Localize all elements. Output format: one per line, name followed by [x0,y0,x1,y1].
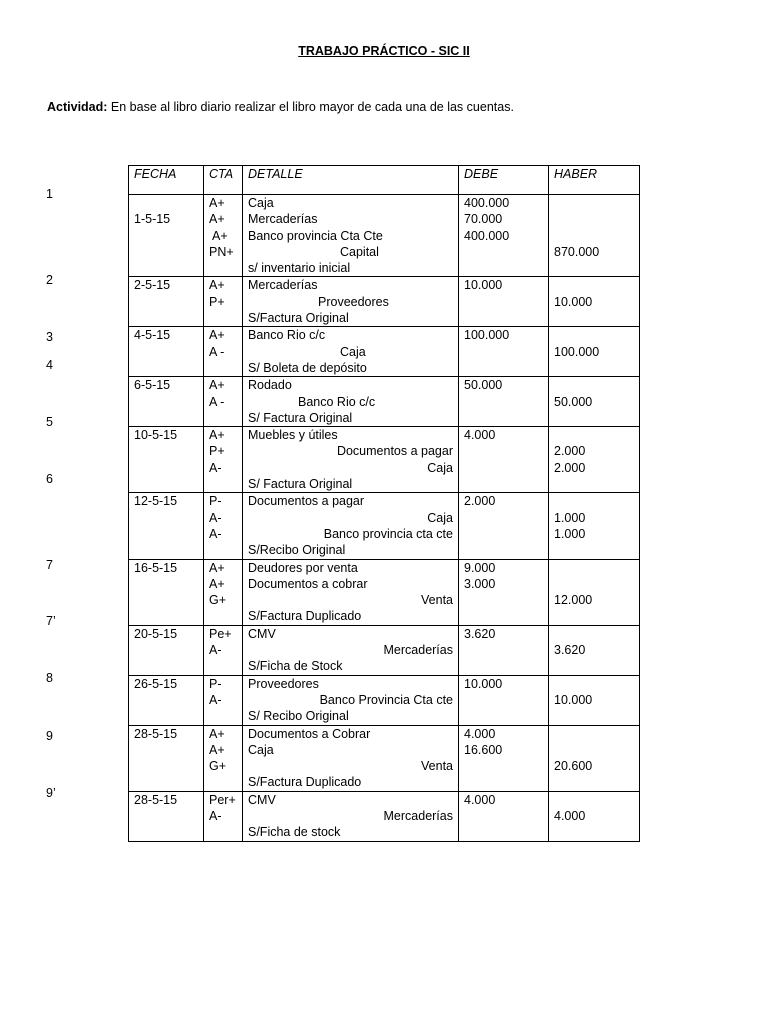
cell-line: P- [209,494,222,509]
cell-line: 4.000 [554,808,586,823]
cell-line [464,360,543,376]
cell-line [554,658,634,674]
cell-line [464,310,543,326]
cell-line [464,510,543,526]
cell-line [554,493,634,509]
debe-cell [459,377,549,427]
cell-line: 10.000 [554,692,593,707]
cell-line: Venta [421,593,453,608]
haber-cell [549,327,640,377]
cell-line: 1.000 [554,526,586,541]
cell-line: 10.000 [464,676,503,691]
cell-line [464,394,543,410]
cell-line [464,410,543,426]
journal-entry-row [129,195,640,277]
cell-line: Venta [421,759,453,774]
cell-line [554,560,634,576]
cell-line [464,244,543,260]
detalle-cell [243,493,459,559]
cell-line: S/ Factura Original [248,477,353,492]
cell-line: Caja [340,344,366,359]
header-cta: CTA [204,166,243,195]
journal-entry-row [129,559,640,625]
cell-line [464,526,543,542]
fecha-cell [129,791,204,841]
activity-text: En base al libro diario realizar el libro mayor de cada una de las cuentas. [107,100,514,114]
cta-cell [204,625,243,675]
cell-line: 16.600 [464,742,503,757]
cta-cell [204,377,243,427]
cell-line [554,576,634,592]
cta-cell [204,725,243,791]
detalle-cell [243,195,459,277]
cell-line: A+ [209,726,225,741]
cell-line: 3.000 [464,576,496,591]
journal-entry-row [129,327,640,377]
cell-line [554,676,634,692]
cell-line [554,228,634,244]
cell-line [464,542,543,558]
journal-table [128,165,640,842]
cell-line: 2.000 [554,460,586,475]
cell-line: Caja [248,742,274,757]
cell-line: Banco provincia Cta Cte [248,228,383,243]
detalle-cell [243,675,459,725]
cell-line [464,294,543,310]
entry-number: 7 [46,558,53,572]
journal-entry-row [129,625,640,675]
journal-entry-row [129,277,640,327]
cell-line [554,377,634,393]
cell-line: 100.000 [554,344,600,359]
cell-line [464,692,543,708]
cell-line [554,626,634,642]
detalle-cell [243,427,459,493]
journal-entry-row [129,427,640,493]
detalle-cell [243,377,459,427]
cell-line: P+ [209,444,225,459]
cell-line [554,542,634,558]
cell-line [464,476,543,492]
cell-line: s/ inventario inicial [248,261,351,276]
cell-line: 400.000 [464,196,510,210]
cell-line: 16-5-15 [134,560,178,575]
debe-cell [459,625,549,675]
haber-cell [549,427,640,493]
cell-line [209,260,237,276]
cell-line: Caja [248,196,274,210]
header-haber: HABER [549,166,640,195]
cell-line [554,211,634,227]
cell-line: 20-5-15 [134,626,178,641]
cell-line: A- [209,460,222,475]
entry-number: 4 [46,358,53,372]
cell-line: S/Recibo Original [248,543,346,558]
entry-number: 5 [46,415,53,429]
cell-line: G+ [209,593,227,608]
cell-line: A+ [209,560,225,575]
entry-number: 8 [46,671,53,685]
cell-line: 4.000 [464,726,496,741]
cell-line [209,708,237,724]
cell-line: CMV [248,626,276,641]
cell-line: Pe+ [209,626,232,641]
cell-line [464,443,543,459]
fecha-cell [129,377,204,427]
cell-line: Proveedores [318,294,389,309]
cell-line [209,824,237,840]
cell-line: A+ [209,328,225,343]
cell-line: Muebles y útiles [248,428,338,443]
cell-line: 400.000 [464,228,510,243]
cell-line: Documentos a cobrar [248,576,368,591]
cta-cell [204,277,243,327]
cell-line: CMV [248,792,276,807]
cell-line: 10-5-15 [134,428,178,443]
cell-line: Proveedores [248,676,319,691]
journal-entry-row [129,791,640,841]
cell-line: Rodado [248,378,292,393]
cell-line: 12-5-15 [134,494,178,509]
cell-line [464,758,543,774]
haber-cell [549,791,640,841]
cell-line: S/Factura Original [248,311,349,326]
debe-cell [459,427,549,493]
cell-line: 28-5-15 [134,792,178,807]
detalle-cell [243,791,459,841]
haber-cell [549,559,640,625]
cell-line [209,774,237,790]
cell-line: Mercaderías [248,212,318,227]
cell-line: Caja [427,510,453,525]
cell-line: 70.000 [464,212,503,227]
cell-line [554,310,634,326]
cta-cell [204,427,243,493]
detalle-cell [243,327,459,377]
cell-line: PN+ [209,244,234,259]
cell-line [209,360,237,376]
haber-cell [549,675,640,725]
cell-line: Documentos a pagar [248,494,365,509]
cta-cell [204,327,243,377]
cell-line: A- [209,510,222,525]
debe-cell [459,327,549,377]
fecha-cell [129,725,204,791]
cell-line: S/Factura Duplicado [248,609,362,624]
cell-line: P+ [209,294,225,309]
cell-line [554,260,634,276]
cta-cell [204,791,243,841]
cell-line: Capital [340,244,379,259]
cell-line: A+ [209,576,225,591]
debe-cell [459,791,549,841]
table-header-row [129,166,640,195]
cell-line [554,327,634,343]
cell-line: 870.000 [554,244,600,259]
detalle-cell [243,559,459,625]
fecha-cell [129,195,204,277]
cell-line: 50.000 [554,394,593,409]
haber-cell [549,277,640,327]
fecha-cell [129,277,204,327]
detalle-cell [243,277,459,327]
haber-cell [549,493,640,559]
cell-line: 12.000 [554,593,593,608]
cell-line: S/ Factura Original [248,410,353,425]
cell-line: 4-5-15 [134,328,171,343]
journal-entry-row [129,675,640,725]
cell-line: 100.000 [464,328,510,343]
entry-number: 9 [46,729,53,743]
cell-line [464,344,543,360]
cell-line: A+ [212,228,228,243]
entry-number: 6 [46,472,53,486]
cell-line: P- [209,676,222,691]
cta-cell [204,493,243,559]
debe-cell [459,559,549,625]
cell-line: A- [209,526,222,541]
activity-instruction [47,100,514,114]
cell-line [464,260,543,276]
cell-line: Banco Provincia Cta cte [319,692,453,707]
cell-line: 2-5-15 [134,278,171,293]
cell-line [554,427,634,443]
cell-line [554,360,634,376]
cell-line: 26-5-15 [134,676,178,691]
cell-line: 20.600 [554,759,593,774]
cell-line: S/Ficha de stock [248,825,341,840]
debe-cell [459,725,549,791]
cell-line: Banco Rio c/c [248,328,326,343]
cell-line: Banco provincia cta cte [323,526,453,541]
cell-line: 4.000 [464,428,496,443]
entry-number: 2 [46,273,53,287]
cell-line [464,592,543,608]
cell-line: Documentos a Cobrar [248,726,371,741]
cell-line: G+ [209,759,227,774]
cta-cell [204,195,243,277]
fecha-cell [129,327,204,377]
cell-line [554,708,634,724]
debe-cell [459,277,549,327]
cell-line: Mercaderías [383,808,453,823]
cell-line [134,195,198,211]
cell-line [554,410,634,426]
cell-line: A+ [209,212,225,227]
cell-line [464,460,543,476]
detalle-cell [243,625,459,675]
cell-line: Documentos a pagar [336,444,453,459]
cell-line [464,658,543,674]
cell-line: 4.000 [464,792,496,807]
haber-cell [549,377,640,427]
cell-line: 2.000 [464,494,496,509]
entry-number: 7’ [46,614,56,628]
document-title: TRABAJO PRÁCTICO - SIC II [298,44,470,58]
cell-line: 10.000 [464,278,503,293]
haber-cell [549,195,640,277]
cell-line: 3.620 [554,643,586,658]
header-debe: DEBE [459,166,549,195]
cell-line: Caja [427,460,453,475]
detalle-cell [243,725,459,791]
cell-line: S/ Recibo Original [248,709,349,724]
cell-line: 9.000 [464,560,496,575]
entry-number: 9’ [46,786,56,800]
cell-line [554,608,634,624]
cell-line [554,792,634,808]
fecha-cell [129,675,204,725]
cell-line [554,277,634,293]
cell-line: S/Ficha de Stock [248,659,343,674]
journal-entry-row [129,377,640,427]
cell-line [209,658,237,674]
cell-line [554,726,634,742]
cell-line [209,410,237,426]
header-detalle: DETALLE [243,166,459,195]
entry-number: 1 [46,187,53,201]
cell-line [554,742,634,758]
cell-line: A- [209,643,222,658]
cell-line [209,310,237,326]
cell-line [464,708,543,724]
cell-line [464,824,543,840]
cell-line [209,608,237,624]
cell-line: 50.000 [464,378,503,393]
cell-line: A - [209,344,225,359]
cell-line [464,608,543,624]
cell-line [464,642,543,658]
activity-label: Actividad: [47,100,108,114]
cell-line: S/Factura Duplicado [248,775,362,790]
fecha-cell [129,493,204,559]
cell-line: A- [209,692,222,707]
cell-line: Banco Rio c/c [298,394,376,409]
haber-cell [549,625,640,675]
cell-line [464,808,543,824]
cell-line: 28-5-15 [134,726,178,741]
entry-number: 3 [46,330,53,344]
cell-line: 3.620 [464,626,496,641]
cell-line: 1.000 [554,510,586,525]
cell-line [209,542,237,558]
debe-cell [459,675,549,725]
cell-line [554,824,634,840]
header-fecha: FECHA [129,166,204,195]
journal-entry-row [129,493,640,559]
cell-line: A- [209,808,222,823]
cell-line: A+ [209,742,225,757]
cell-line: A - [209,394,225,409]
debe-cell [459,493,549,559]
cell-line [464,774,543,790]
cell-line: A+ [209,278,225,293]
fecha-cell [129,559,204,625]
cell-line: Deudores por venta [248,560,358,575]
debe-cell [459,195,549,277]
cell-line [554,774,634,790]
cell-line [209,476,237,492]
cell-line [554,195,634,211]
cell-line: A+ [209,378,225,393]
cell-line: Mercaderías [248,278,318,293]
cta-cell [204,675,243,725]
cell-line: 2.000 [554,444,586,459]
cell-line: A+ [209,196,225,210]
cell-line: A+ [209,428,225,443]
cell-line: Per+ [209,792,236,807]
cell-line: 1-5-15 [134,212,171,227]
haber-cell [549,725,640,791]
fecha-cell [129,625,204,675]
cell-line: Mercaderías [383,643,453,658]
cell-line: 6-5-15 [134,378,171,393]
cta-cell [204,559,243,625]
cell-line: S/ Boleta de depósito [248,360,367,375]
journal-entry-row [129,725,640,791]
cell-line: 10.000 [554,294,593,309]
cell-line [554,476,634,492]
fecha-cell [129,427,204,493]
